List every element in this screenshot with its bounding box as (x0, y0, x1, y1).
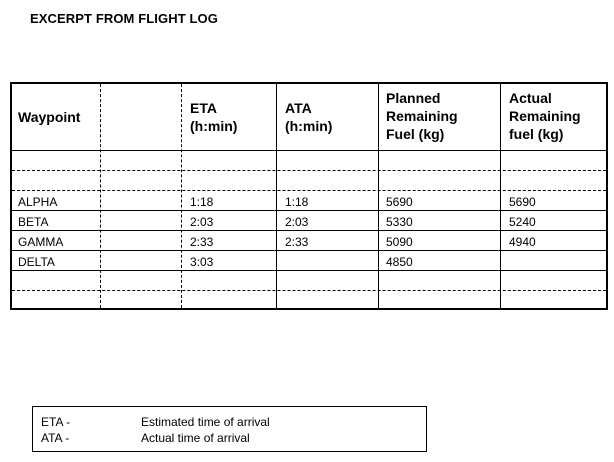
cell-waypoint: DELTA (18, 255, 55, 269)
row-divider (12, 210, 606, 211)
cell-eta: 1:18 (190, 195, 214, 209)
cell-planned-fuel: 5090 (386, 235, 413, 249)
row-divider (12, 170, 606, 171)
header-actual-line1: Actual (509, 90, 552, 106)
cell-eta: 3:03 (190, 255, 214, 269)
header-planned-line3: Fuel (kg) (386, 126, 445, 142)
header-ata (285, 99, 332, 135)
cell-planned-fuel: 5690 (386, 195, 413, 209)
header-waypoint: Waypoint (18, 109, 81, 125)
header-eta (190, 99, 237, 135)
cell-actual-fuel: 4940 (509, 235, 536, 249)
cell-ata: 2:03 (285, 215, 309, 229)
row-divider (12, 190, 606, 191)
legend-ata-definition: Actual time of arrival (141, 431, 250, 445)
cell-planned-fuel: 4850 (386, 255, 413, 269)
row-divider (12, 230, 606, 231)
row-divider (12, 250, 606, 251)
header-planned-fuel (386, 89, 458, 143)
header-eta-line: ETA (190, 100, 217, 116)
header-planned-line2: Remaining (386, 108, 458, 124)
cell-waypoint: BETA (18, 215, 49, 229)
row-divider (12, 270, 606, 271)
cell-waypoint: ALPHA (18, 195, 58, 209)
row-divider (12, 290, 606, 291)
cell-ata: 1:18 (285, 195, 309, 209)
cell-eta: 2:03 (190, 215, 214, 229)
legend-eta-definition: Estimated time of arrival (141, 415, 270, 429)
header-eta-unit: (h:min) (190, 118, 238, 134)
column-divider (378, 84, 379, 308)
header-ata-line: ATA (285, 100, 312, 116)
header-divider (12, 150, 606, 151)
cell-waypoint: GAMMA (18, 235, 64, 249)
cell-planned-fuel: 5330 (386, 215, 413, 229)
header-actual-line3: fuel (kg) (509, 126, 564, 142)
abbreviation-legend (32, 406, 427, 452)
header-actual-line2: Remaining (509, 108, 581, 124)
column-divider (500, 84, 501, 308)
cell-eta: 2:33 (190, 235, 214, 249)
flight-log-table (10, 82, 608, 310)
page-title: EXCERPT FROM FLIGHT LOG (30, 11, 218, 26)
column-divider (181, 84, 182, 308)
cell-ata: 2:33 (285, 235, 309, 249)
cell-actual-fuel: 5690 (509, 195, 536, 209)
column-divider (100, 84, 101, 308)
header-planned-line1: Planned (386, 90, 441, 106)
header-ata-unit: (h:min) (285, 118, 333, 134)
header-actual-fuel (509, 89, 581, 143)
column-divider (276, 84, 277, 308)
cell-actual-fuel: 5240 (509, 215, 536, 229)
legend-eta-abbr: ETA - (41, 415, 71, 429)
legend-ata-abbr: ATA - (41, 431, 70, 445)
